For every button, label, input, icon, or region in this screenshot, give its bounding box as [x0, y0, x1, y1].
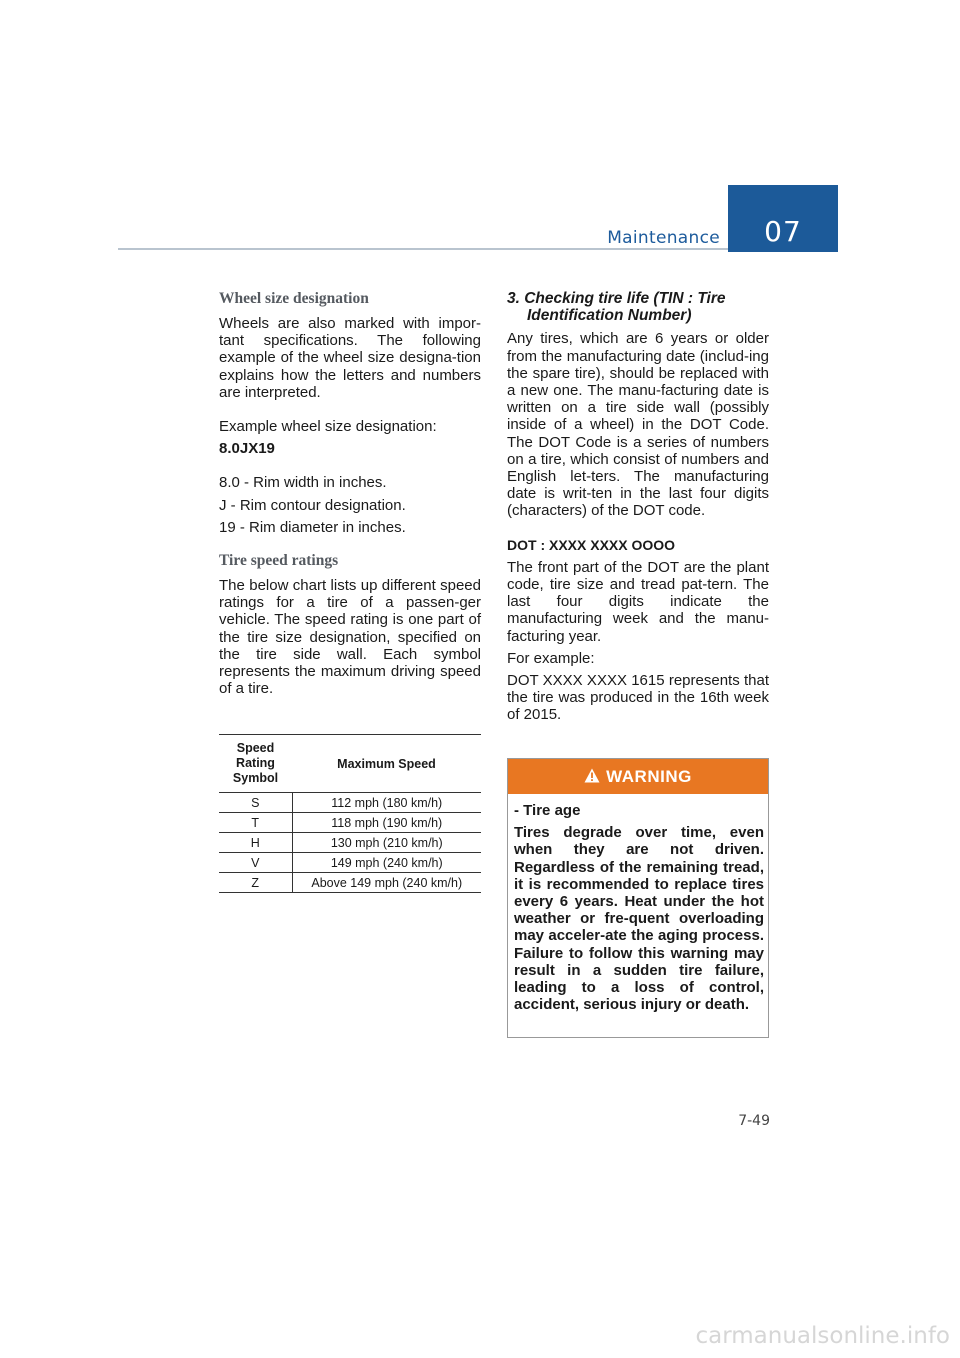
header-rule — [118, 248, 728, 250]
definition-rim-diameter: 19 - Rim diameter in inches. — [219, 518, 406, 536]
definition-rim-contour: J - Rim contour designation. — [219, 496, 406, 514]
page-number: 7-49 — [738, 1113, 770, 1129]
speed-ratings-heading: Tire speed ratings — [219, 552, 339, 570]
dot-example: DOT XXXX XXXX 1615 represents that the tire was produced in the 16th week of 2015. — [507, 672, 769, 724]
table-row — [219, 853, 481, 873]
warning-body — [514, 802, 764, 1013]
tin-heading-line-1: 3. Checking tire life (TIN : Tire — [507, 290, 726, 307]
example-label: Example wheel size designation: — [219, 418, 437, 436]
max-speed: 118 mph (190 km/h) — [331, 815, 443, 830]
warning-subtitle: - Tire age — [514, 802, 581, 819]
chapter-tab — [728, 185, 838, 252]
dot-explanation: The front part of the DOT are the plant code, tire size and tread pat-tern. The last four digits indicate the manufacturing week and the manu-facturing year. — [507, 558, 769, 645]
speed-symbol: Z — [219, 873, 292, 893]
table-row — [219, 813, 481, 833]
table-row — [219, 873, 481, 893]
warning-header — [508, 759, 768, 794]
wheel-size-heading: Wheel size designation — [219, 290, 369, 307]
left-column — [219, 290, 481, 697]
max-speed: 112 mph (180 km/h) — [331, 795, 443, 810]
speed-symbol: V — [219, 853, 292, 873]
for-example-label: For example: — [507, 649, 595, 667]
chapter-number: 07 — [764, 215, 802, 248]
tin-paragraph: Any tires, which are 6 years or older from the manufacturing date (includ-ing the spare tire), should be replaced with a new one. The manu-facturing date is written on a tire side wall (possibly inside of a wheel) in the DOT Code. The DOT Code is a series of numbers on a tire, which consist of numbers and English let-ters. The manufacturing date is writ-ten in the last four digits (characters) of the DOT code. — [507, 330, 769, 520]
max-speed: 130 mph (210 km/h) — [330, 835, 443, 850]
tin-heading-line-2: Identification Number) — [527, 307, 692, 325]
table-row — [219, 793, 481, 813]
warning-title-row — [508, 767, 768, 788]
header-maximum-speed: Maximum Speed — [337, 756, 436, 771]
warning-triangle-icon — [584, 768, 600, 788]
wheel-size-paragraph: Wheels are also marked with impor-tant specifications. The following example of the wheel size designa-tion explains how the letters and numbers are interpreted. — [219, 315, 481, 401]
section-name: Maintenance — [607, 228, 720, 248]
speed-symbol: H — [219, 833, 292, 853]
speed-symbol: T — [219, 813, 292, 833]
warning-title: WARNING — [606, 767, 692, 786]
table-header-row — [219, 735, 481, 793]
warning-text: Tires degrade over time, even when they are not driven. Regardless of the remaining tread, it is recommended to replace tires every 6 years. Heat under the hot weather or fre-quent overloading may acceler-ate the aging process. Failure to follow this warning may result in a sudden tire failure, leading to a loss of control, accident, serious injury or death. — [514, 824, 764, 1014]
warning-box — [507, 758, 769, 1038]
definition-rim-width: 8.0 - Rim width in inches. — [219, 474, 387, 492]
table-row — [219, 833, 481, 853]
speed-rating-table — [219, 734, 481, 893]
speed-symbol: S — [219, 793, 292, 813]
max-speed: Above 149 mph (240 km/h) — [311, 875, 463, 890]
max-speed: 149 mph (240 km/h) — [330, 855, 443, 870]
header-speed-rating-symbol: Speed Rating Symbol — [232, 741, 279, 785]
example-code: 8.0JX19 — [219, 440, 275, 458]
dot-code-format: DOT : XXXX XXXX OOOO — [507, 536, 676, 553]
speed-ratings-paragraph: The below chart lists up different speed ratings for a tire of a passen-ger vehicle. The speed rating is one part of the tire size designation, specified on the tire side wall. Each symbol represents the maximum driving speed of a tire. — [219, 577, 481, 698]
right-column — [507, 290, 769, 724]
site-watermark: carmanualsonline.info — [695, 1323, 950, 1349]
